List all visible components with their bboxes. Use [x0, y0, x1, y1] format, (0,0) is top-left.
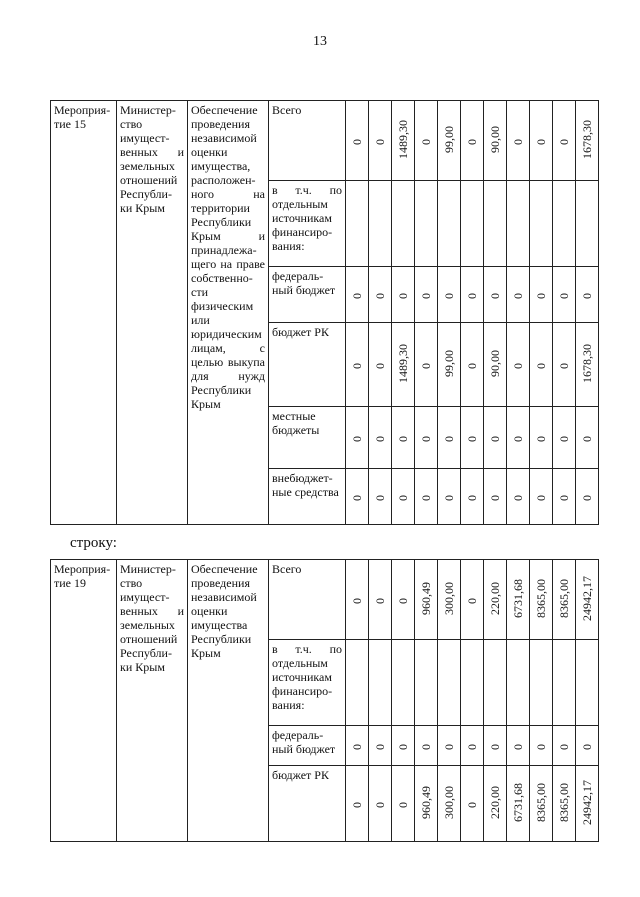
value-text: 0 [419, 292, 433, 299]
value-text: 0 [488, 435, 502, 442]
value-cell [461, 469, 484, 525]
event-cell: Мероприя-тие 15 [51, 101, 117, 525]
value-cell [461, 101, 484, 181]
value-cell [438, 766, 461, 842]
value-text: 0 [465, 494, 479, 501]
executor-cell: Министер-ство имущест-венных и земельных отношений Республи-ки Крым [117, 101, 188, 525]
value-cell [507, 726, 530, 766]
value-cell [507, 323, 530, 407]
value-text: 8365,00 [557, 578, 571, 618]
value-text: 0 [557, 494, 571, 501]
value-cell [392, 560, 415, 640]
value-cell [484, 181, 507, 267]
value-text: 0 [580, 494, 594, 501]
value-text: 99,00 [442, 349, 456, 377]
value-cell [369, 560, 392, 640]
source-label: федераль-ный бюджет [269, 726, 346, 766]
value-cell [346, 181, 369, 267]
value-cell [576, 726, 599, 766]
value-text: 0 [373, 362, 387, 369]
value-cell [415, 323, 438, 407]
value-cell [461, 407, 484, 469]
value-cell [576, 407, 599, 469]
value-cell [461, 560, 484, 640]
value-text: 0 [557, 362, 571, 369]
value-cell [346, 267, 369, 323]
value-cell [507, 560, 530, 640]
value-cell [484, 469, 507, 525]
value-cell [346, 640, 369, 726]
value-cell [438, 407, 461, 469]
value-text: 0 [396, 292, 410, 299]
value-cell [507, 640, 530, 726]
value-text: 24942,17 [580, 779, 594, 825]
value-text: 0 [557, 743, 571, 750]
value-cell [461, 267, 484, 323]
value-cell [484, 640, 507, 726]
value-cell [369, 267, 392, 323]
value-cell [346, 560, 369, 640]
value-cell [530, 640, 553, 726]
value-cell [346, 323, 369, 407]
value-cell [507, 469, 530, 525]
value-cell [553, 640, 576, 726]
value-text: 1489,30 [396, 343, 410, 383]
value-cell [438, 640, 461, 726]
value-cell [461, 323, 484, 407]
value-cell [461, 181, 484, 267]
value-cell [553, 407, 576, 469]
value-cell [553, 469, 576, 525]
value-text: 0 [419, 494, 433, 501]
value-text: 0 [557, 292, 571, 299]
value-text: 0 [396, 801, 410, 808]
value-text: 0 [396, 435, 410, 442]
value-text: 0 [557, 138, 571, 145]
value-cell [369, 640, 392, 726]
value-text: 0 [557, 435, 571, 442]
source-label: Всего [269, 101, 346, 181]
value-text: 220,00 [488, 785, 502, 819]
value-cell [576, 560, 599, 640]
value-cell [415, 640, 438, 726]
value-cell [438, 560, 461, 640]
value-cell [484, 766, 507, 842]
value-text: 0 [465, 597, 479, 604]
value-text: 300,00 [442, 581, 456, 615]
between-text: строку: [70, 535, 117, 551]
value-text: 0 [534, 292, 548, 299]
value-cell [507, 766, 530, 842]
value-cell [346, 766, 369, 842]
value-cell [530, 267, 553, 323]
value-cell [530, 323, 553, 407]
value-cell [507, 407, 530, 469]
value-text: 99,00 [442, 125, 456, 153]
table-row [51, 560, 599, 640]
value-cell [392, 640, 415, 726]
value-cell [392, 726, 415, 766]
source-label: федераль-ный бюджет [269, 267, 346, 323]
value-text: 0 [396, 743, 410, 750]
value-text: 6731,68 [511, 578, 525, 618]
value-text: 0 [373, 292, 387, 299]
value-cell [484, 101, 507, 181]
value-cell [576, 469, 599, 525]
value-cell [507, 181, 530, 267]
value-cell [415, 726, 438, 766]
value-cell [369, 101, 392, 181]
value-cell [553, 267, 576, 323]
value-text: 0 [511, 435, 525, 442]
value-cell [438, 726, 461, 766]
value-text: 0 [350, 597, 364, 604]
value-cell [438, 267, 461, 323]
value-cell [369, 407, 392, 469]
value-text: 24942,17 [580, 575, 594, 621]
value-text: 0 [350, 362, 364, 369]
value-text: 0 [373, 743, 387, 750]
value-cell [415, 560, 438, 640]
value-text: 0 [373, 597, 387, 604]
description-cell: Обеспечение проведения независимой оценки имущества, расположен-ного на территории Республики Крым и принадлежа-щего на праве собственно-сти физическим или юридическим лицам, с целью выкупа для нужд Республики Крым [188, 101, 269, 525]
value-cell [576, 181, 599, 267]
value-text: 6731,68 [511, 782, 525, 822]
value-cell [369, 469, 392, 525]
value-text: 0 [350, 138, 364, 145]
value-text: 0 [442, 743, 456, 750]
source-label: Всего [269, 560, 346, 640]
value-cell [392, 101, 415, 181]
value-cell [530, 469, 553, 525]
value-text: 0 [580, 292, 594, 299]
value-cell [553, 726, 576, 766]
value-cell [369, 323, 392, 407]
value-text: 8365,00 [557, 782, 571, 822]
value-cell [484, 323, 507, 407]
value-text: 1678,30 [580, 119, 594, 159]
value-text: 8365,00 [534, 578, 548, 618]
page-number: 13 [313, 34, 327, 49]
value-text: 0 [373, 435, 387, 442]
value-text: 0 [419, 362, 433, 369]
value-cell [576, 766, 599, 842]
value-text: 960,49 [419, 581, 433, 615]
value-cell [392, 407, 415, 469]
value-cell [392, 323, 415, 407]
value-cell [392, 469, 415, 525]
financing-table-event-15 [50, 100, 599, 525]
value-cell [346, 726, 369, 766]
value-cell [346, 469, 369, 525]
value-cell [369, 766, 392, 842]
value-text: 0 [465, 435, 479, 442]
value-text: 220,00 [488, 581, 502, 615]
value-text: 0 [373, 494, 387, 501]
value-cell [576, 101, 599, 181]
value-cell [438, 101, 461, 181]
value-cell [553, 766, 576, 842]
value-text: 0 [350, 801, 364, 808]
value-text: 0 [442, 292, 456, 299]
value-cell [415, 407, 438, 469]
value-cell [576, 323, 599, 407]
value-text: 300,00 [442, 785, 456, 819]
value-cell [530, 101, 553, 181]
value-cell [415, 181, 438, 267]
value-text: 90,00 [488, 125, 502, 153]
value-cell [576, 640, 599, 726]
value-cell [369, 726, 392, 766]
value-text: 0 [511, 494, 525, 501]
value-text: 0 [488, 494, 502, 501]
value-cell [461, 640, 484, 726]
value-cell [461, 766, 484, 842]
value-text: 0 [350, 292, 364, 299]
value-text: 0 [419, 435, 433, 442]
value-cell [392, 181, 415, 267]
value-text: 0 [419, 138, 433, 145]
value-cell [461, 726, 484, 766]
value-text: 1678,30 [580, 343, 594, 383]
value-cell [553, 323, 576, 407]
value-text: 0 [580, 743, 594, 750]
table-row [51, 101, 599, 181]
value-text: 0 [373, 801, 387, 808]
value-cell [415, 766, 438, 842]
value-cell [346, 407, 369, 469]
value-text: 0 [465, 801, 479, 808]
value-cell [392, 267, 415, 323]
value-cell [530, 181, 553, 267]
value-text: 0 [511, 743, 525, 750]
value-text: 0 [396, 494, 410, 501]
value-cell [438, 181, 461, 267]
source-label: бюджет РК [269, 323, 346, 407]
value-text: 0 [511, 292, 525, 299]
value-text: 1489,30 [396, 119, 410, 159]
value-text: 960,49 [419, 785, 433, 819]
value-cell [507, 101, 530, 181]
source-label: местные бюджеты [269, 407, 346, 469]
value-text: 0 [534, 743, 548, 750]
value-cell [530, 726, 553, 766]
value-text: 0 [534, 362, 548, 369]
value-text: 0 [442, 435, 456, 442]
value-text: 0 [419, 743, 433, 750]
source-label: в т.ч. по отдельным источникам финансиро-вания: [269, 640, 346, 726]
source-label: бюджет РК [269, 766, 346, 842]
value-text: 0 [488, 743, 502, 750]
executor-cell: Министер-ство имущест-венных и земельных отношений Республи-ки Крым [117, 560, 188, 842]
value-cell [484, 407, 507, 469]
financing-table-event-19 [50, 559, 599, 842]
value-cell [576, 267, 599, 323]
value-text: 0 [442, 494, 456, 501]
value-cell [369, 181, 392, 267]
value-cell [392, 766, 415, 842]
source-label: в т.ч. по отдельным источникам финансиро-вания: [269, 181, 346, 267]
value-text: 0 [534, 494, 548, 501]
value-cell [484, 267, 507, 323]
value-cell [553, 560, 576, 640]
description-cell: Обеспечение проведения независимой оценки имущества Республики Крым [188, 560, 269, 842]
value-cell [553, 101, 576, 181]
value-text: 0 [465, 743, 479, 750]
value-cell [438, 323, 461, 407]
value-cell [484, 560, 507, 640]
value-cell [438, 469, 461, 525]
value-text: 0 [534, 435, 548, 442]
value-text: 0 [465, 138, 479, 145]
value-cell [346, 101, 369, 181]
source-label: внебюджет-ные средства [269, 469, 346, 525]
value-cell [484, 726, 507, 766]
value-text: 0 [396, 597, 410, 604]
event-cell: Мероприя-тие 19 [51, 560, 117, 842]
value-text: 0 [511, 362, 525, 369]
value-text: 0 [350, 494, 364, 501]
value-text: 0 [350, 435, 364, 442]
value-cell [415, 267, 438, 323]
value-text: 0 [465, 362, 479, 369]
value-text: 0 [373, 138, 387, 145]
value-text: 0 [511, 138, 525, 145]
value-text: 0 [580, 435, 594, 442]
value-text: 8365,00 [534, 782, 548, 822]
value-cell [530, 766, 553, 842]
value-text: 0 [350, 743, 364, 750]
value-cell [530, 560, 553, 640]
value-text: 0 [534, 138, 548, 145]
value-cell [415, 469, 438, 525]
value-text: 90,00 [488, 349, 502, 377]
value-text: 0 [488, 292, 502, 299]
value-cell [530, 407, 553, 469]
value-cell [415, 101, 438, 181]
value-cell [507, 267, 530, 323]
value-cell [553, 181, 576, 267]
value-text: 0 [465, 292, 479, 299]
